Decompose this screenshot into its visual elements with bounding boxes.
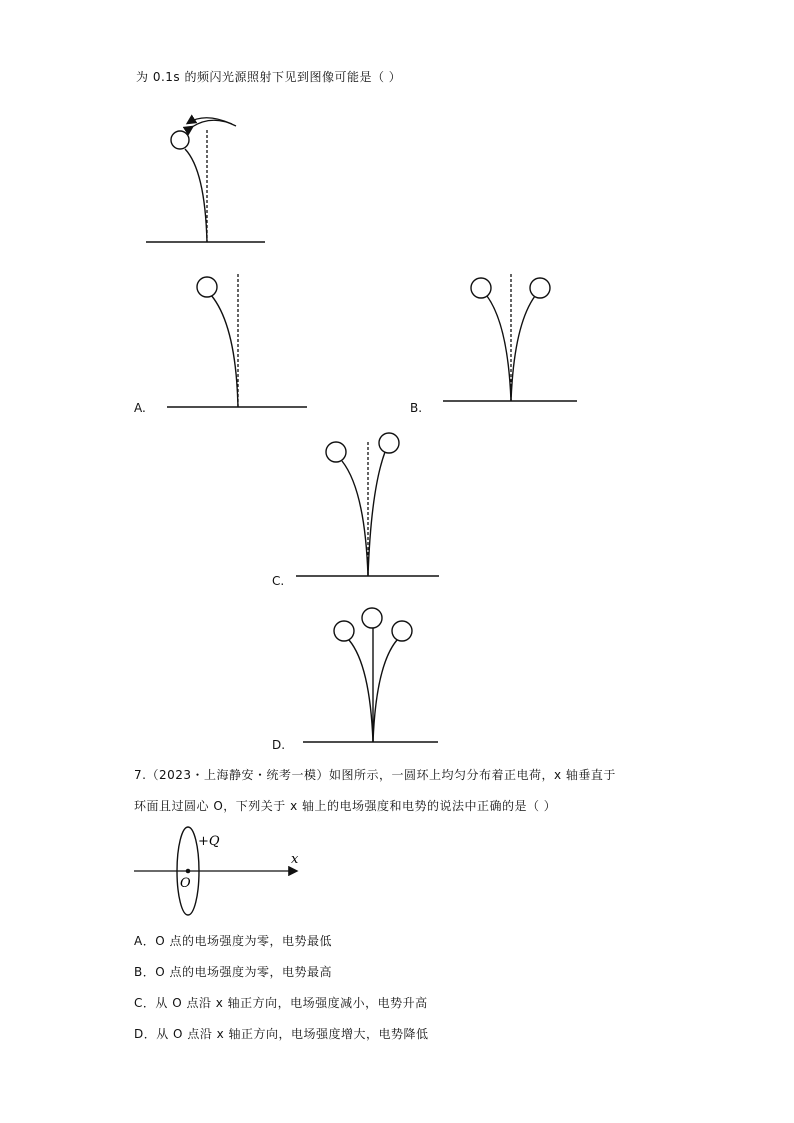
choice-c: C．从 O 点沿 x 轴正方向，电场强度减小，电势升高 (134, 996, 428, 1010)
rod (185, 149, 207, 242)
option-b-figure (443, 274, 577, 401)
question-7-line-2: 环面且过圆心 O，下列关于 x 轴上的电场强度和电势的说法中正确的是（ ） (134, 799, 557, 813)
question-7-line-1: 7.（2023・上海静安・统考一模）如图所示，一圆环上均匀分布着正电荷，x 轴垂直于 (134, 768, 616, 782)
choice-b: B．O 点的电场强度为零，电势最高 (134, 965, 332, 979)
choice-a: A．O 点的电场强度为零，电势最低 (134, 934, 332, 948)
option-b-label: B. (410, 401, 423, 415)
center-dot (186, 869, 191, 874)
ring-charge-figure (134, 827, 299, 915)
ball (171, 131, 189, 149)
option-a-label: A. (134, 401, 146, 415)
main-figure (146, 118, 265, 242)
option-d-label: D. (272, 738, 286, 752)
option-c-label: C. (272, 574, 285, 588)
option-c-figure (296, 433, 439, 576)
option-a-figure (167, 274, 307, 407)
option-d-figure (303, 608, 438, 742)
question-6-intro: 为 0.1s 的频闪光源照射下见到图像可能是（ ） (136, 70, 402, 84)
x-axis-label: x (291, 852, 299, 867)
charge-label: +Q (198, 834, 220, 849)
origin-label: O (180, 876, 191, 891)
choice-d: D．从 O 点沿 x 轴正方向，电场强度增大，电势降低 (134, 1027, 429, 1041)
swing-arrow-lower (192, 120, 236, 127)
